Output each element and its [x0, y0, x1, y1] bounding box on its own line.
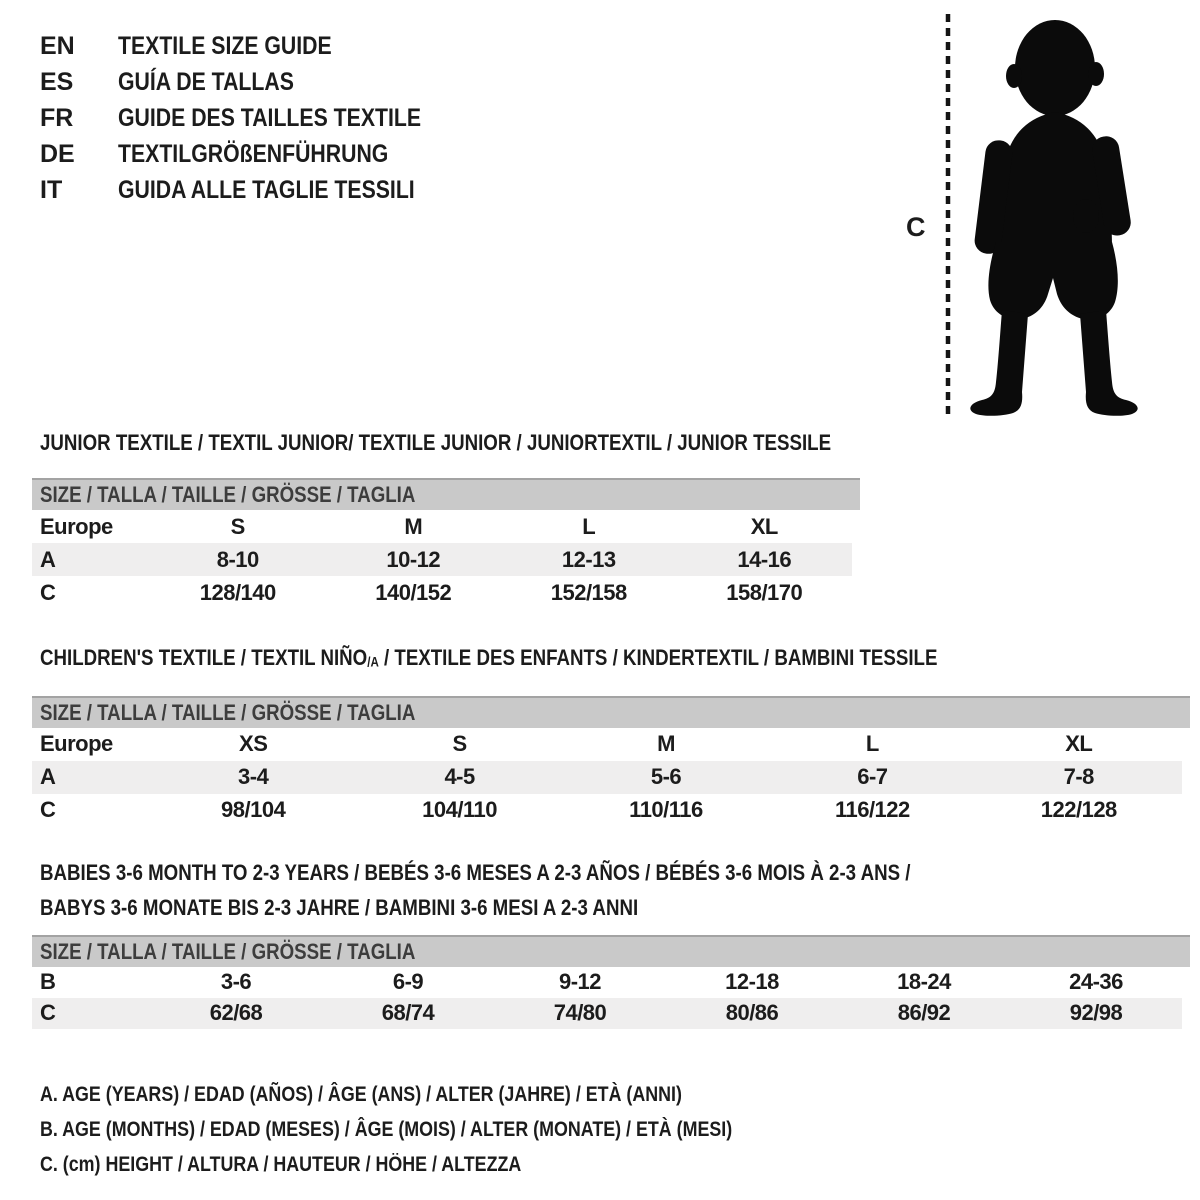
guide-title-es: GUÍA DE TALLAS — [118, 68, 294, 96]
footnote-c — [40, 1147, 1182, 1182]
language-code: FR — [40, 104, 74, 132]
size-value-cell: S — [452, 731, 467, 757]
size-value-cell: 158/170 — [726, 579, 803, 605]
children-title-post: / TEXTILE DES ENFANTS / KINDERTEXTIL / BAMBINI TESSILE — [378, 645, 938, 670]
section-babies — [32, 855, 1182, 1029]
language-code: ES — [40, 68, 74, 96]
section-children — [32, 645, 1182, 827]
table-row — [32, 794, 1182, 827]
section-title-children-text — [40, 645, 937, 676]
size-value-cell: L — [865, 731, 879, 757]
size-value-cell: 92/98 — [1069, 1000, 1123, 1026]
row-label-cell: Europe — [40, 513, 113, 539]
size-value-cell: 140/152 — [375, 579, 452, 605]
guide-title-en: TEXTILE SIZE GUIDE — [118, 32, 332, 60]
language-code: IT — [40, 176, 63, 204]
size-value-cell: 10-12 — [386, 546, 441, 572]
children-title-sub: /A — [367, 654, 379, 670]
row-label-cell: C — [40, 797, 56, 823]
size-value-cell: 116/122 — [834, 797, 910, 823]
size-value-cell: 12-18 — [725, 969, 779, 995]
size-value-cell: S — [230, 513, 245, 539]
language-row-fr — [40, 100, 475, 136]
size-value-cell: 6-9 — [392, 969, 424, 995]
section-title-junior-text: JUNIOR TEXTILE / TEXTIL JUNIOR/ TEXTILE JUNIOR / JUNIORTEXTIL / JUNIOR TESSILE — [40, 430, 832, 455]
table-block-babies — [32, 935, 1182, 1029]
row-label-cell: Europe — [40, 731, 113, 757]
language-code: EN — [40, 32, 75, 60]
row-label-cell: A — [40, 546, 56, 572]
size-table-junior — [32, 510, 852, 609]
size-value-cell: 86/92 — [897, 1000, 951, 1026]
language-code: DE — [40, 140, 75, 168]
row-label-cell: A — [40, 764, 56, 790]
size-value-cell: 62/68 — [209, 1000, 263, 1026]
size-value-cell: L — [582, 513, 596, 539]
size-value-cell: XL — [750, 513, 778, 539]
table-row — [32, 967, 1182, 998]
language-title-block — [40, 28, 475, 208]
size-value-cell: 80/86 — [725, 1000, 779, 1026]
size-header-bar — [32, 478, 860, 510]
size-header-bar — [32, 696, 1190, 728]
footnote-b — [40, 1112, 1182, 1147]
size-value-cell: XL — [1065, 731, 1093, 757]
size-value-cell: 110/116 — [629, 797, 703, 823]
size-value-cell: 3-6 — [220, 969, 252, 995]
footnote-a — [40, 1077, 1182, 1112]
size-value-cell: 8-10 — [216, 546, 259, 572]
toddler-silhouette-icon — [958, 12, 1142, 420]
size-value-cell: 122/128 — [1040, 797, 1117, 823]
language-row-es — [40, 64, 475, 100]
table-row — [32, 728, 1182, 761]
size-header-bar — [32, 935, 1190, 967]
size-guide-content — [32, 430, 1182, 1182]
size-value-cell: 18-24 — [897, 969, 951, 995]
size-value-cell: 74/80 — [553, 1000, 607, 1026]
size-value-cell: 14-16 — [737, 546, 792, 572]
language-row-it — [40, 172, 475, 208]
size-value-cell: M — [404, 513, 423, 539]
size-value-cell: 24-36 — [1069, 969, 1123, 995]
table-row — [32, 543, 852, 576]
language-row-de — [40, 136, 475, 172]
size-header-label: SIZE / TALLA / TAILLE / GRÖSSE / TAGLIA — [40, 699, 416, 725]
size-value-cell: 6-7 — [857, 764, 888, 790]
section-title-babies — [40, 855, 1182, 925]
table-row — [32, 998, 1182, 1029]
row-label-cell: B — [40, 969, 56, 995]
size-table-babies — [32, 967, 1182, 1029]
size-value-cell: 9-12 — [558, 969, 602, 995]
babies-title-line2: BABYS 3-6 MONATE BIS 2-3 JAHRE / BAMBINI 3-6 MESI A 2-3 ANNI — [40, 894, 639, 920]
babies-title-line1: BABIES 3-6 MONTH TO 2-3 YEARS / BEBÉS 3-6 MESES A 2-3 AÑOS / BÉBÉS 3-6 MOIS À 2-3 ANS / — [40, 859, 911, 885]
size-value-cell: 5-6 — [650, 764, 682, 790]
section-junior — [32, 430, 1182, 609]
footnotes-block — [40, 1077, 1182, 1182]
table-row — [32, 510, 852, 543]
row-label-cell: C — [40, 1000, 56, 1026]
footnote-c-text: C. (cm) HEIGHT / ALTURA / HAUTEUR / HÖHE / ALTEZZA — [40, 1152, 522, 1176]
height-measure-label: C — [906, 212, 926, 242]
section-title-children — [40, 645, 1182, 676]
guide-title-de: TEXTILGRÖßENFÜHRUNG — [118, 140, 389, 168]
table-block-children — [32, 696, 1182, 827]
footnote-b-text: B. AGE (MONTHS) / EDAD (MESES) / ÂGE (MOIS) / ALTER (MONATE) / ETÀ (MESI) — [40, 1117, 733, 1141]
size-value-cell: 152/158 — [550, 579, 627, 605]
size-header-label: SIZE / TALLA / TAILLE / GRÖSSE / TAGLIA — [40, 482, 416, 507]
size-value-cell: 98/104 — [221, 797, 286, 823]
children-title-pre: CHILDREN'S TEXTILE / TEXTIL NIÑO — [40, 645, 368, 670]
row-label-cell: C — [40, 579, 56, 605]
table-row — [32, 761, 1182, 794]
size-value-cell: 68/74 — [381, 1000, 435, 1026]
size-table-children — [32, 728, 1182, 827]
size-value-cell: XS — [239, 731, 268, 757]
size-value-cell: 128/140 — [199, 579, 276, 605]
size-value-cell: M — [657, 731, 675, 757]
table-block-junior — [32, 478, 1182, 609]
size-value-cell: 12-13 — [561, 546, 616, 572]
table-row — [32, 576, 852, 609]
size-value-cell: 3-4 — [238, 764, 269, 790]
section-title-junior — [40, 430, 1182, 456]
guide-title-it: GUIDA ALLE TAGLIE TESSILI — [118, 176, 415, 204]
language-row-en — [40, 28, 475, 64]
size-header-label: SIZE / TALLA / TAILLE / GRÖSSE / TAGLIA — [40, 938, 416, 964]
size-value-cell: 104/110 — [422, 797, 497, 823]
height-measure-line — [942, 14, 954, 418]
size-value-cell: 4-5 — [444, 764, 475, 790]
size-value-cell: 7-8 — [1063, 764, 1094, 790]
guide-title-fr: GUIDE DES TAILLES TEXTILE — [118, 104, 422, 132]
footnote-a-text: A. AGE (YEARS) / EDAD (AÑOS) / ÂGE (ANS) / ALTER (JAHRE) / ETÀ (ANNI) — [40, 1082, 682, 1106]
